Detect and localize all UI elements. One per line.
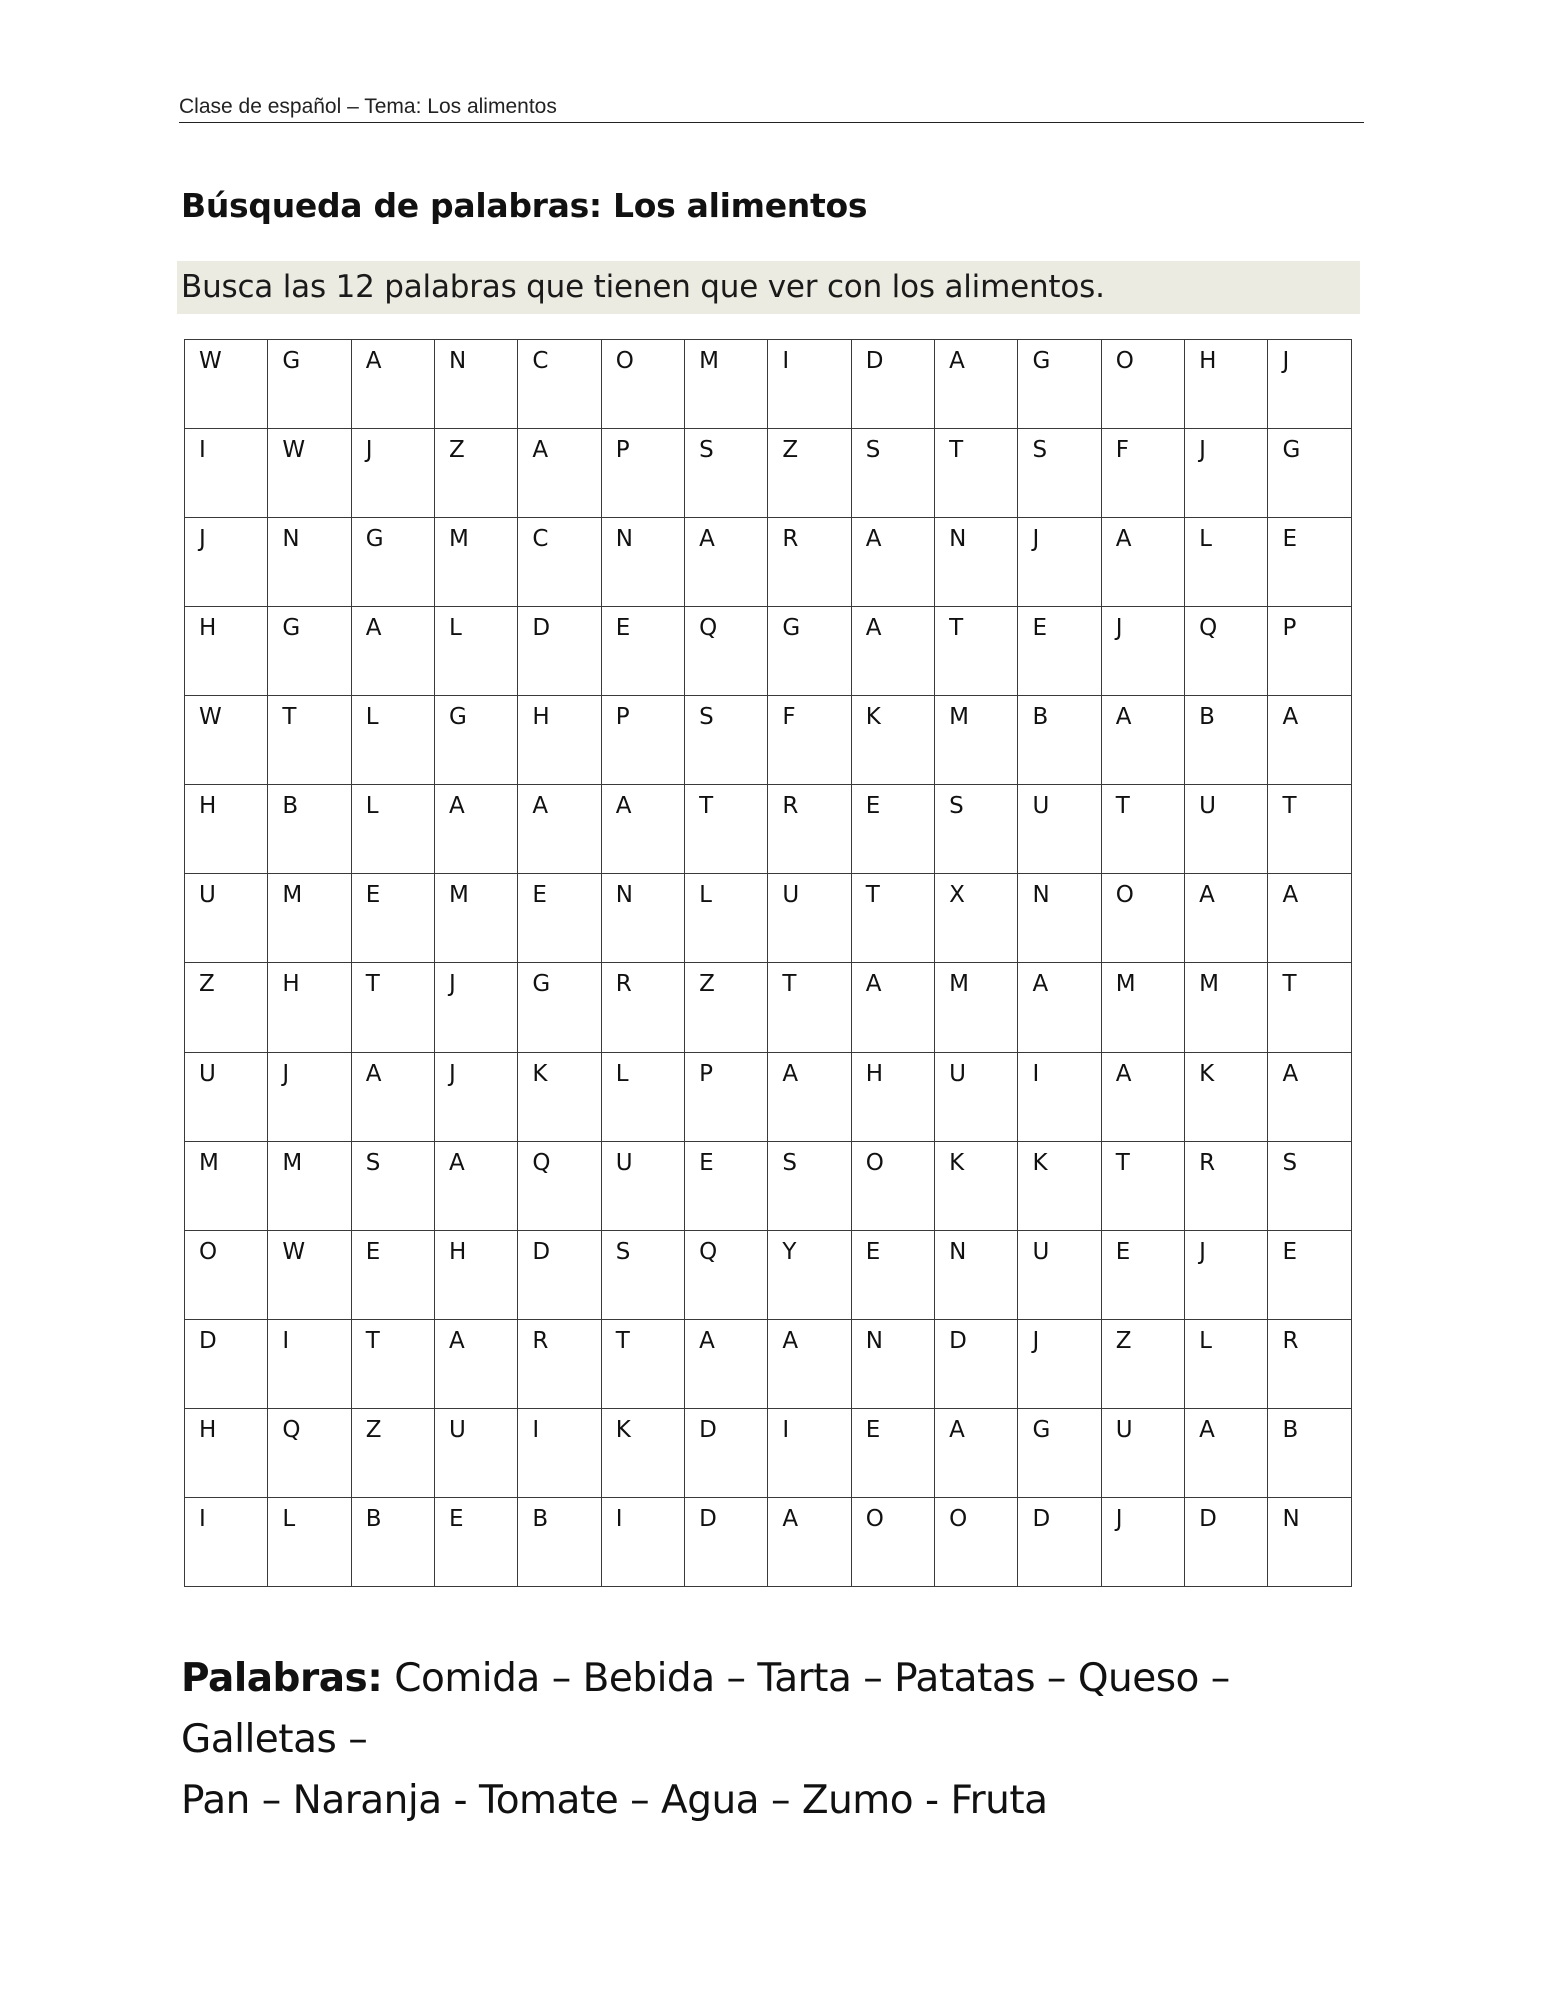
grid-cell: J [1018, 518, 1101, 607]
grid-cell: J [185, 518, 268, 607]
grid-cell: N [601, 874, 684, 963]
grid-cell: P [1268, 607, 1352, 696]
grid-cell: Z [185, 963, 268, 1052]
grid-cell: F [768, 696, 851, 785]
grid-cell: N [601, 518, 684, 607]
grid-cell: L [1185, 1319, 1268, 1408]
grid-cell: A [435, 1141, 518, 1230]
grid-cell: C [518, 340, 601, 429]
grid-cell: E [435, 1497, 518, 1586]
grid-cell: Z [351, 1408, 434, 1497]
grid-cell: S [351, 1141, 434, 1230]
grid-cell: A [351, 607, 434, 696]
grid-cell: P [601, 429, 684, 518]
grid-cell: M [268, 1141, 351, 1230]
grid-cell: X [935, 874, 1018, 963]
grid-cell: E [351, 874, 434, 963]
grid-cell: A [851, 963, 934, 1052]
grid-cell: G [768, 607, 851, 696]
grid-cell: E [851, 785, 934, 874]
grid-cell: N [268, 518, 351, 607]
grid-cell: O [1101, 874, 1184, 963]
grid-cell: R [601, 963, 684, 1052]
grid-cell: O [601, 340, 684, 429]
grid-cell: B [1018, 696, 1101, 785]
grid-row [185, 607, 1352, 696]
grid-cell: W [268, 429, 351, 518]
grid-cell: O [185, 1230, 268, 1319]
grid-cell: N [935, 518, 1018, 607]
word-list-line-1: Comida – Bebida – Tarta – Patatas – Queso – Galletas – [181, 1656, 1230, 1762]
grid-cell: I [518, 1408, 601, 1497]
grid-cell: K [1018, 1141, 1101, 1230]
grid-cell: U [185, 874, 268, 963]
grid-cell: L [601, 1052, 684, 1141]
grid-cell: E [1268, 518, 1352, 607]
grid-cell: H [268, 963, 351, 1052]
grid-cell: M [185, 1141, 268, 1230]
grid-cell: A [435, 1319, 518, 1408]
grid-cell: D [935, 1319, 1018, 1408]
grid-row [185, 1497, 1352, 1586]
grid-cell: A [1185, 874, 1268, 963]
grid-cell: J [268, 1052, 351, 1141]
grid-cell: C [518, 518, 601, 607]
grid-cell: J [1185, 429, 1268, 518]
grid-cell: Q [518, 1141, 601, 1230]
grid-cell: H [185, 607, 268, 696]
grid-cell: S [851, 429, 934, 518]
grid-cell: U [435, 1408, 518, 1497]
grid-cell: T [768, 963, 851, 1052]
grid-row [185, 1319, 1352, 1408]
grid-cell: A [1268, 1052, 1352, 1141]
grid-cell: O [1101, 340, 1184, 429]
grid-cell: A [851, 607, 934, 696]
grid-cell: L [268, 1497, 351, 1586]
grid-cell: J [1018, 1319, 1101, 1408]
grid-cell: A [768, 1052, 851, 1141]
grid-cell: O [851, 1141, 934, 1230]
grid-cell: U [935, 1052, 1018, 1141]
grid-cell: M [935, 696, 1018, 785]
grid-cell: A [768, 1497, 851, 1586]
grid-cell: O [851, 1497, 934, 1586]
grid-cell: Q [1185, 607, 1268, 696]
grid-cell: A [1018, 963, 1101, 1052]
grid-cell: O [935, 1497, 1018, 1586]
grid-cell: M [435, 518, 518, 607]
grid-cell: I [185, 1497, 268, 1586]
grid-cell: R [1268, 1319, 1352, 1408]
grid-row [185, 1052, 1352, 1141]
grid-cell: Q [685, 607, 768, 696]
grid-cell: D [685, 1497, 768, 1586]
grid-cell: T [1268, 963, 1352, 1052]
grid-cell: H [1185, 340, 1268, 429]
word-search-grid-body [185, 340, 1352, 1587]
grid-cell: R [768, 785, 851, 874]
grid-cell: Q [685, 1230, 768, 1319]
grid-cell: D [1018, 1497, 1101, 1586]
grid-cell: M [1185, 963, 1268, 1052]
grid-cell: E [518, 874, 601, 963]
grid-cell: M [268, 874, 351, 963]
grid-cell: B [518, 1497, 601, 1586]
grid-cell: T [351, 1319, 434, 1408]
grid-cell: G [268, 607, 351, 696]
grid-cell: S [685, 696, 768, 785]
grid-cell: Q [268, 1408, 351, 1497]
grid-cell: A [935, 340, 1018, 429]
grid-cell: I [1018, 1052, 1101, 1141]
grid-cell: J [1101, 1497, 1184, 1586]
grid-cell: D [685, 1408, 768, 1497]
grid-cell: I [268, 1319, 351, 1408]
grid-cell: A [685, 518, 768, 607]
grid-cell: Y [768, 1230, 851, 1319]
grid-row [185, 429, 1352, 518]
grid-cell: T [268, 696, 351, 785]
grid-cell: D [185, 1319, 268, 1408]
word-list-label: Palabras: [181, 1656, 383, 1701]
grid-cell: B [351, 1497, 434, 1586]
word-list-line-2: Pan – Naranja - Tomate – Agua – Zumo - Fruta [181, 1778, 1048, 1823]
grid-cell: A [351, 340, 434, 429]
grid-cell: K [851, 696, 934, 785]
grid-cell: A [685, 1319, 768, 1408]
grid-cell: E [1018, 607, 1101, 696]
word-search-grid [184, 339, 1352, 1587]
grid-cell: H [851, 1052, 934, 1141]
grid-cell: L [1185, 518, 1268, 607]
grid-cell: A [1101, 1052, 1184, 1141]
grid-cell: G [1018, 1408, 1101, 1497]
grid-cell: E [351, 1230, 434, 1319]
grid-cell: M [685, 340, 768, 429]
grid-cell: U [768, 874, 851, 963]
grid-cell: W [185, 696, 268, 785]
grid-cell: B [1185, 696, 1268, 785]
grid-cell: U [1101, 1408, 1184, 1497]
grid-cell: N [935, 1230, 1018, 1319]
grid-row [185, 1408, 1352, 1497]
grid-cell: G [1268, 429, 1352, 518]
grid-cell: I [185, 429, 268, 518]
grid-cell: D [1185, 1497, 1268, 1586]
grid-cell: L [685, 874, 768, 963]
grid-cell: W [185, 340, 268, 429]
grid-cell: L [351, 696, 434, 785]
grid-cell: G [351, 518, 434, 607]
grid-cell: A [435, 785, 518, 874]
grid-row [185, 1141, 1352, 1230]
grid-cell: G [1018, 340, 1101, 429]
grid-cell: A [1185, 1408, 1268, 1497]
grid-cell: A [1268, 696, 1352, 785]
grid-row [185, 696, 1352, 785]
grid-cell: K [935, 1141, 1018, 1230]
grid-cell: B [1268, 1408, 1352, 1497]
grid-cell: A [518, 785, 601, 874]
grid-cell: H [185, 785, 268, 874]
grid-cell: J [435, 963, 518, 1052]
grid-cell: T [851, 874, 934, 963]
grid-row [185, 874, 1352, 963]
grid-cell: Z [1101, 1319, 1184, 1408]
grid-cell: A [851, 518, 934, 607]
grid-cell: T [1101, 1141, 1184, 1230]
grid-cell: K [518, 1052, 601, 1141]
grid-cell: I [768, 340, 851, 429]
grid-cell: D [518, 1230, 601, 1319]
grid-cell: T [601, 1319, 684, 1408]
grid-cell: E [601, 607, 684, 696]
grid-cell: U [1018, 785, 1101, 874]
grid-cell: F [1101, 429, 1184, 518]
grid-cell: S [935, 785, 1018, 874]
grid-cell: L [435, 607, 518, 696]
grid-cell: T [1101, 785, 1184, 874]
grid-cell: Z [435, 429, 518, 518]
grid-cell: L [351, 785, 434, 874]
grid-row [185, 785, 1352, 874]
grid-cell: A [601, 785, 684, 874]
grid-cell: P [601, 696, 684, 785]
grid-cell: E [851, 1408, 934, 1497]
page-header: Clase de español – Tema: Los alimentos [179, 92, 1364, 123]
grid-cell: N [1018, 874, 1101, 963]
grid-cell: H [185, 1408, 268, 1497]
grid-cell: E [685, 1141, 768, 1230]
grid-cell: U [1185, 785, 1268, 874]
grid-row [185, 1230, 1352, 1319]
grid-cell: A [768, 1319, 851, 1408]
grid-cell: S [1268, 1141, 1352, 1230]
grid-cell: K [1185, 1052, 1268, 1141]
grid-cell: A [351, 1052, 434, 1141]
grid-cell: M [435, 874, 518, 963]
grid-cell: U [601, 1141, 684, 1230]
grid-cell: G [435, 696, 518, 785]
grid-cell: I [768, 1408, 851, 1497]
grid-cell: B [268, 785, 351, 874]
grid-cell: W [268, 1230, 351, 1319]
grid-cell: Z [685, 963, 768, 1052]
grid-cell: S [768, 1141, 851, 1230]
grid-cell: H [435, 1230, 518, 1319]
grid-cell: M [1101, 963, 1184, 1052]
grid-cell: Z [768, 429, 851, 518]
grid-cell: A [1101, 518, 1184, 607]
grid-cell: J [351, 429, 434, 518]
grid-cell: M [935, 963, 1018, 1052]
grid-cell: N [435, 340, 518, 429]
grid-cell: D [518, 607, 601, 696]
word-list [181, 1648, 1361, 1831]
grid-cell: P [685, 1052, 768, 1141]
grid-cell: J [1101, 607, 1184, 696]
grid-cell: I [601, 1497, 684, 1586]
grid-cell: J [1268, 340, 1352, 429]
grid-cell: J [435, 1052, 518, 1141]
grid-cell: R [518, 1319, 601, 1408]
grid-cell: S [1018, 429, 1101, 518]
grid-cell: E [1101, 1230, 1184, 1319]
grid-cell: S [601, 1230, 684, 1319]
grid-cell: U [185, 1052, 268, 1141]
grid-cell: R [768, 518, 851, 607]
grid-cell: T [685, 785, 768, 874]
grid-cell: S [685, 429, 768, 518]
grid-cell: E [1268, 1230, 1352, 1319]
grid-cell: T [1268, 785, 1352, 874]
grid-cell: A [935, 1408, 1018, 1497]
grid-cell: A [1101, 696, 1184, 785]
grid-cell: J [1185, 1230, 1268, 1319]
grid-cell: A [518, 429, 601, 518]
page-title: Búsqueda de palabras: Los alimentos [181, 186, 868, 225]
instructions-banner: Busca las 12 palabras que tienen que ver con los alimentos. [177, 261, 1360, 314]
grid-row [185, 963, 1352, 1052]
grid-cell: N [1268, 1497, 1352, 1586]
grid-cell: G [268, 340, 351, 429]
grid-cell: T [935, 607, 1018, 696]
grid-row [185, 340, 1352, 429]
grid-cell: D [851, 340, 934, 429]
grid-cell: R [1185, 1141, 1268, 1230]
grid-cell: H [518, 696, 601, 785]
grid-cell: U [1018, 1230, 1101, 1319]
grid-cell: T [935, 429, 1018, 518]
grid-cell: N [851, 1319, 934, 1408]
grid-cell: G [518, 963, 601, 1052]
grid-cell: K [601, 1408, 684, 1497]
grid-row [185, 518, 1352, 607]
grid-cell: E [851, 1230, 934, 1319]
grid-cell: T [351, 963, 434, 1052]
grid-cell: A [1268, 874, 1352, 963]
